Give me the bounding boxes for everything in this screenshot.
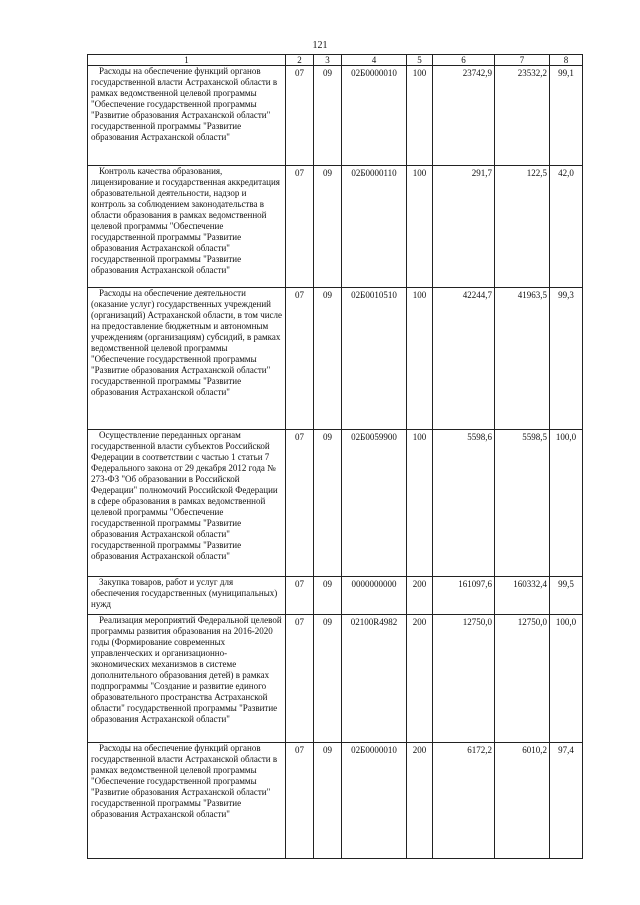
header-col-6: 6: [433, 55, 495, 66]
row-executed-amount: 12750,0: [495, 615, 550, 743]
table-row: [88, 166, 583, 288]
row-expense-type: 100: [407, 288, 433, 430]
table-row: [88, 66, 583, 166]
table-row: [88, 577, 583, 615]
row-section: 07: [286, 743, 314, 859]
row-subsection: 09: [314, 430, 342, 577]
row-subsection: 09: [314, 66, 342, 166]
row-section: 07: [286, 577, 314, 615]
header-col-8: 8: [550, 55, 583, 66]
row-subsection: 09: [314, 615, 342, 743]
row-target-code: 02Б0000010: [342, 743, 407, 859]
row-description: Контроль качества образования, лицензирование и государственная аккредитация образовательной деятельности, надзор и контроль за соблюдением законодательства в области образования в рамках ведомственной целевой программы "Обеспечение государственной программы "Развитие образования Астраханской области" государственной программы "Развитие образования Астраханской области": [88, 166, 286, 288]
row-section: 07: [286, 615, 314, 743]
row-expense-type: 100: [407, 166, 433, 288]
table-row: [88, 430, 583, 577]
row-percent: 100,0: [550, 615, 583, 743]
row-planned-amount: 23742,9: [433, 66, 495, 166]
page-number: 121: [312, 40, 328, 51]
row-target-code: 02Б0010510: [342, 288, 407, 430]
row-percent: 99,1: [550, 66, 583, 166]
row-planned-amount: 12750,0: [433, 615, 495, 743]
row-planned-amount: 291,7: [433, 166, 495, 288]
row-target-code: 02100R4982: [342, 615, 407, 743]
row-description: Расходы на обеспечение деятельности (оказание услуг) государственных учреждений (организаций) Астраханской области, в том числе на предоставление бюджетным и автономным учреждениям (организациям) субсидий, в рамках ведомственной целевой программы "Обеспечение государственной программы "Развитие образования Астраханской области" государственной программы "Развитие образования Астраханской области": [88, 288, 286, 430]
header-col-2: 2: [286, 55, 314, 66]
row-description: Осуществление переданных органам государственной власти субъектов Российской Федерации в соответствии с частью 1 статьи 7 Федерального закона от 29 декабря 2012 года № 273-ФЗ "Об образовании в Российской Федерации" полномочий Российской Федерации в сфере образования в рамках ведомственной целевой программы "Обеспечение государственной программы "Развитие образования Астраханской области" государственной программы "Развитие образования Астраханской области": [88, 430, 286, 577]
row-planned-amount: 5598,6: [433, 430, 495, 577]
row-subsection: 09: [314, 166, 342, 288]
header-col-3: 3: [314, 55, 342, 66]
row-percent: 99,3: [550, 288, 583, 430]
header-col-4: 4: [342, 55, 407, 66]
row-subsection: 09: [314, 577, 342, 615]
row-planned-amount: 42244,7: [433, 288, 495, 430]
header-row: [88, 55, 583, 66]
row-subsection: 09: [314, 288, 342, 430]
row-expense-type: 100: [407, 66, 433, 166]
row-expense-type: 100: [407, 430, 433, 577]
row-executed-amount: 122,5: [495, 166, 550, 288]
row-description: Расходы на обеспечение функций органов государственной власти Астраханской области в рамках ведомственной целевой программы "Обеспечение государственной программы "Развитие образования Астраханской области" государственной программы "Развитие образования Астраханской области": [88, 66, 286, 166]
row-target-code: 02Б0000010: [342, 66, 407, 166]
row-percent: 97,4: [550, 743, 583, 859]
row-target-code: 02Б0000110: [342, 166, 407, 288]
table-row: [88, 743, 583, 859]
row-percent: 42,0: [550, 166, 583, 288]
row-section: 07: [286, 66, 314, 166]
row-target-code: 0000000000: [342, 577, 407, 615]
row-section: 07: [286, 288, 314, 430]
row-planned-amount: 161097,6: [433, 577, 495, 615]
row-executed-amount: 160332,4: [495, 577, 550, 615]
row-description: Закупка товаров, работ и услуг для обеспечения государственных (муниципальных) нужд: [88, 577, 286, 615]
row-subsection: 09: [314, 743, 342, 859]
budget-table: [87, 54, 583, 859]
row-section: 07: [286, 430, 314, 577]
table-row: [88, 288, 583, 430]
header-col-5: 5: [407, 55, 433, 66]
row-section: 07: [286, 166, 314, 288]
row-percent: 99,5: [550, 577, 583, 615]
table-row: [88, 615, 583, 743]
row-planned-amount: 6172,2: [433, 743, 495, 859]
row-percent: 100,0: [550, 430, 583, 577]
row-expense-type: 200: [407, 577, 433, 615]
row-executed-amount: 6010,2: [495, 743, 550, 859]
row-expense-type: 200: [407, 615, 433, 743]
row-executed-amount: 5598,5: [495, 430, 550, 577]
row-executed-amount: 23532,2: [495, 66, 550, 166]
row-executed-amount: 41963,5: [495, 288, 550, 430]
header-col-1: 1: [88, 55, 286, 66]
row-target-code: 02Б0059900: [342, 430, 407, 577]
row-description: Реализация мероприятий Федеральной целевой программы развития образования на 2016-2020 годы (Формирование современных управленческих и организационно-экономических механизмов в системе дополнительного образования детей) в рамках подпрограммы "Создание и развитие единого образовательного пространства Астраханской области" государственной программы "Развитие образования Астраханской области": [88, 615, 286, 743]
header-col-7: 7: [495, 55, 550, 66]
row-expense-type: 200: [407, 743, 433, 859]
row-description: Расходы на обеспечение функций органов государственной власти Астраханской области в рамках ведомственной целевой программы "Обеспечение государственной программы "Развитие образования Астраханской области" государственной программы "Развитие образования Астраханской области": [88, 743, 286, 859]
